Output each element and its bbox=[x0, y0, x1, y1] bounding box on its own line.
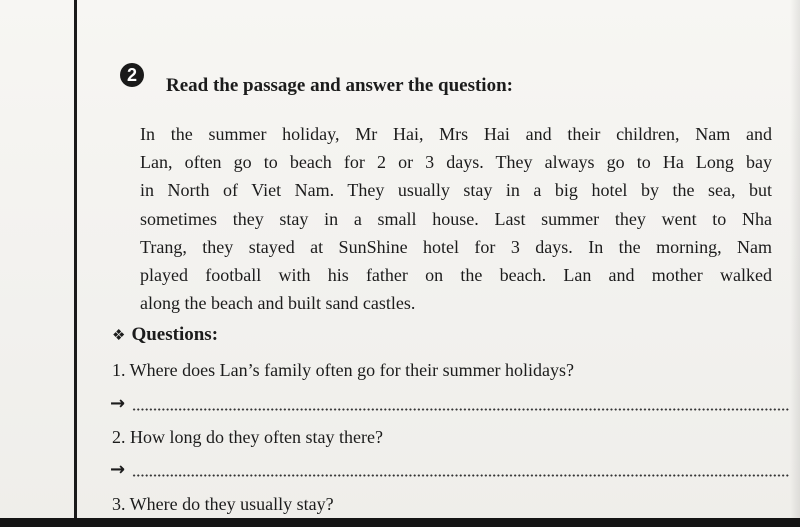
exercise-number-badge: 2 bbox=[120, 63, 144, 87]
page-edge-shadow bbox=[790, 0, 800, 527]
dotted-answer-line bbox=[132, 408, 790, 411]
passage-line: In the summer holiday, Mr Hai, Mrs Hai and their children, Nam and bbox=[140, 124, 772, 144]
question-3: 3. Where do they usually stay? bbox=[112, 494, 334, 514]
exercise-instruction: Read the passage and answer the question: bbox=[166, 75, 513, 96]
question-1: 1. Where does Lan’s family often go for their summer holidays? bbox=[112, 360, 575, 380]
passage-line: along the beach and built sand castles. bbox=[140, 293, 416, 314]
answer-line-1[interactable] bbox=[110, 393, 790, 415]
passage-line: in North of Viet Nam. They usually stay in a big hotel by the sea, but bbox=[140, 180, 772, 201]
passage-line: Trang, they stayed at SunShine hotel for 3 days. In the morning, Nam bbox=[140, 236, 772, 257]
passage-line: sometimes they stay in a small house. Last summer they went to Nha bbox=[140, 208, 772, 229]
diamond-bullet-icon: ❖ bbox=[112, 328, 126, 344]
answer-line-2[interactable] bbox=[110, 459, 790, 481]
questions-header bbox=[112, 324, 218, 346]
passage-line: Lan, often go to beach for 2 or 3 days. They always go to Ha Long bay bbox=[140, 152, 772, 173]
arrow-right-icon: → bbox=[110, 459, 126, 480]
passage-line: played football with his father on the beach. Lan and mother walked bbox=[140, 265, 772, 286]
question-2: 2. How long do they often stay there? bbox=[112, 427, 383, 447]
bottom-frame-bar bbox=[0, 518, 800, 527]
arrow-right-icon: → bbox=[110, 393, 126, 414]
reading-passage bbox=[140, 120, 772, 317]
questions-title: Questions: bbox=[131, 324, 219, 345]
dotted-answer-line bbox=[132, 474, 790, 477]
margin-line bbox=[74, 0, 77, 527]
